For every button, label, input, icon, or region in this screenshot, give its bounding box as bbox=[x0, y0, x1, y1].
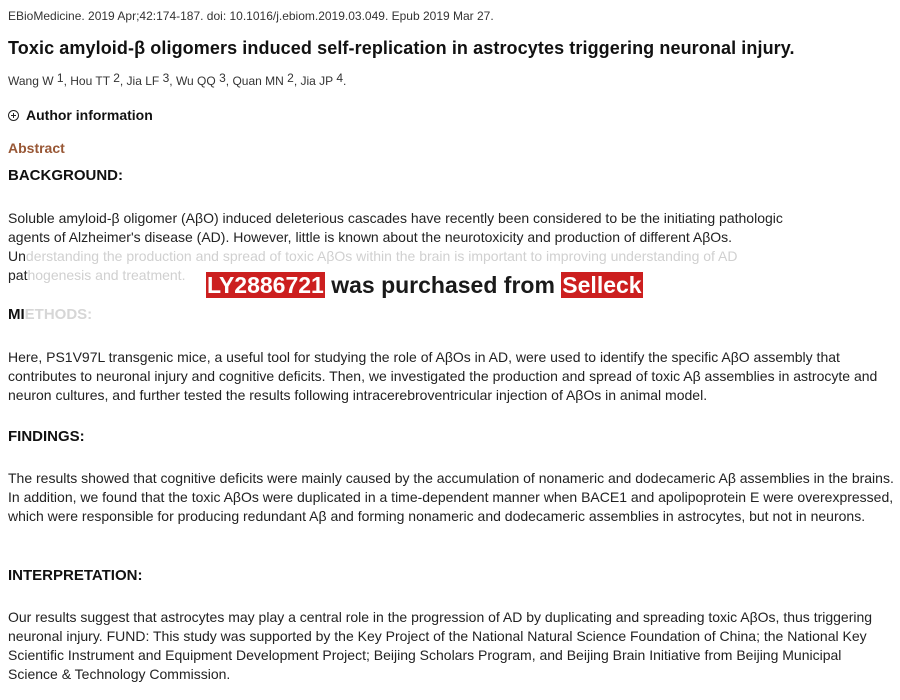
author[interactable]: Hou TT $^2$ bbox=[70, 71, 120, 88]
author-affiliation-number[interactable]: 2 bbox=[113, 71, 120, 85]
findings-heading: FINDINGS: bbox=[8, 428, 85, 445]
background-line: pathogenesis and treatment. bbox=[8, 267, 186, 283]
abstract-label: Abstract bbox=[8, 140, 65, 156]
article-title: Toxic amyloid-β oligomers induced self-replication in astrocytes triggering neuronal injury. bbox=[8, 38, 795, 58]
background-heading: BACKGROUND: bbox=[8, 167, 123, 184]
author[interactable]: Wang W $^1$ bbox=[8, 71, 64, 88]
interpretation-heading: INTERPRETATION: bbox=[8, 567, 143, 584]
background-line: Soluble amyloid-β oligomer (AβO) induced deleterious cascades have recently been considered to be the initiating pathologic bbox=[8, 210, 783, 226]
expand-plus-icon[interactable] bbox=[8, 110, 19, 121]
author[interactable]: Wu QQ $^3$ bbox=[175, 71, 226, 88]
author[interactable]: Quan MN $^2$ bbox=[232, 71, 294, 88]
author[interactable]: Jia JP $^4$ bbox=[300, 71, 343, 88]
methods-heading: MIETHODS: bbox=[8, 306, 93, 323]
author-affiliation-number[interactable]: 4 bbox=[336, 71, 343, 85]
author-affiliation-number[interactable]: 3 bbox=[162, 71, 170, 85]
author-affiliation-number[interactable]: 1 bbox=[56, 71, 64, 85]
citation: EBioMedicine. 2019 Apr;42:174-187. doi: 10.1016/j.ebiom.2019.03.049. Epub 2019 Mar 27. bbox=[8, 9, 494, 23]
background-line: Understanding the production and spread of toxic AβOs within the brain is important to improving understanding of AD bbox=[8, 248, 738, 264]
background-line: agents of Alzheimer's disease (AD). However, little is known about the neurotoxicity and production of different AβOs. bbox=[8, 229, 733, 245]
author-affiliation-number[interactable]: 2 bbox=[287, 71, 294, 85]
banner-text: was purchased from bbox=[324, 272, 562, 298]
purchase-banner bbox=[206, 270, 643, 300]
interpretation-text: Our results suggest that astrocytes may play a central role in the progression of AD by duplicating and spreading toxic AβOs, thus triggering neuronal injury. FUND: This study was supported by the Key Project of the National Natural Science Foundation of China; the National Key Scientific Instrument and Equipment Development Project; Beijing Scholars Program, and Beijing Brain Initiative from Beijing Municipal Science & Technology Commission. bbox=[8, 609, 873, 682]
author-information-toggle[interactable] bbox=[8, 107, 153, 123]
methods-text: Here, PS1V97L transgenic mice, a useful tool for studying the role of AβOs in AD, were used to identify the specific AβO assembly that contributes to neuronal injury and cognitive deficits. Then, we investigated the production and spread of toxic Aβ assemblies in astrocyte and neuron cultures, and further tested the results following intracerebroventricular injection of AβOs in animal model. bbox=[8, 349, 878, 403]
findings-text: The results showed that cognitive deficits were mainly caused by the accumulation of nonameric and dodecameric Aβ assemblies in the brains. In addition, we found that the toxic AβOs were duplicated in a time-dependent manner when BACE1 and apolipoprotein E were overexpressed, which were responsible for producing redundant Aβ and forming nonameric and dodecameric assemblies in astrocytes, but not in neurons. bbox=[8, 470, 894, 524]
vendor-name-highlight: Selleck bbox=[562, 272, 642, 298]
author-list: Wang W $^1$, Hou TT $^2$, Jia LF $^3$, Wu QQ $^3$, Quan MN $^2$, Jia JP $^4$. bbox=[8, 71, 347, 88]
author-affiliation-number[interactable]: 3 bbox=[219, 71, 226, 85]
product-name-highlight: LY2886721 bbox=[207, 272, 324, 298]
author-information-label[interactable]: Author information bbox=[26, 107, 153, 123]
author[interactable]: Jia LF $^3$ bbox=[126, 71, 170, 88]
